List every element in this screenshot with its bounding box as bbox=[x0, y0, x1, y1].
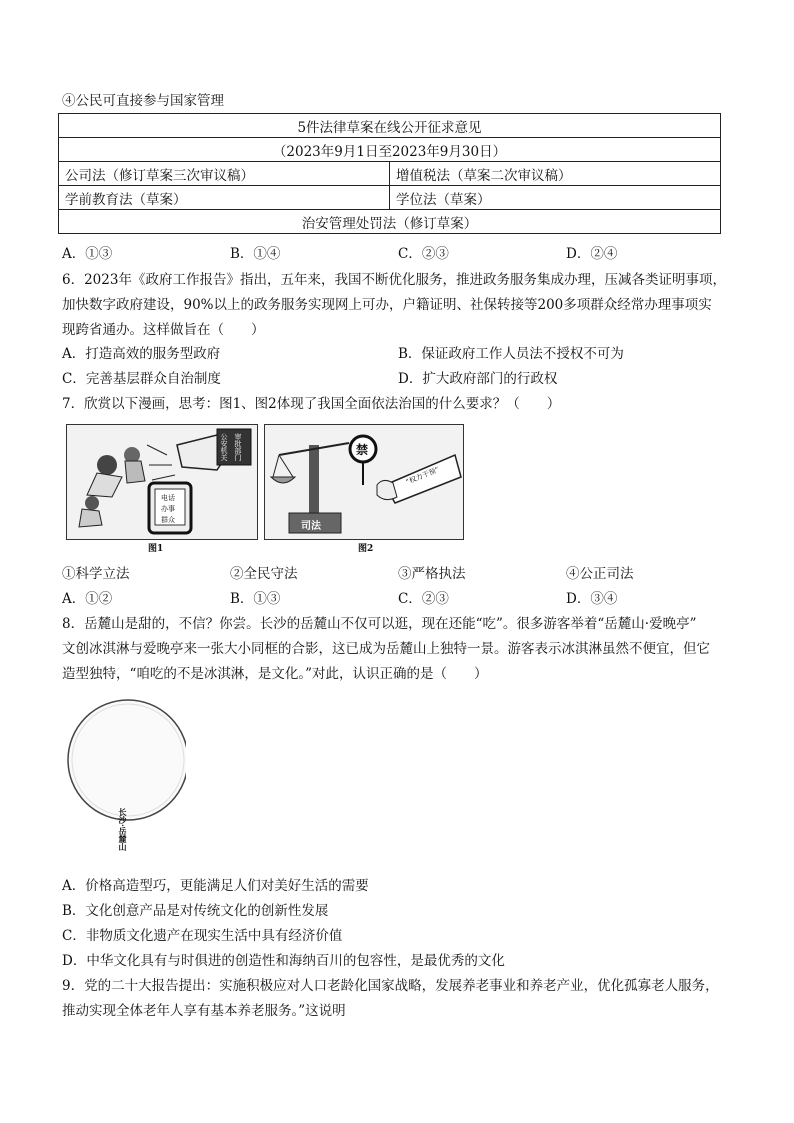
q6-option-a[interactable]: A．打造高效的服务型政府 bbox=[62, 346, 221, 362]
q7-item-4: ④公正司法 bbox=[566, 566, 634, 582]
photo-label: 长沙·岳麓山 bbox=[118, 808, 128, 851]
law-draft-table bbox=[58, 113, 721, 234]
q7-option-b[interactable]: B．①③ bbox=[230, 591, 281, 607]
q6-option-b[interactable]: B．保证政府工作人员法不授权不可为 bbox=[398, 346, 624, 362]
q6-option-d[interactable]: D．扩大政府部门的行政权 bbox=[398, 371, 558, 387]
fig1-label: 电话 bbox=[161, 494, 175, 502]
q9-stem-line: 9．党的二十大报告提出：实施积极应对人口老龄化国家战略，发展养老事业和养老产业，优化孤寡老人服务， bbox=[62, 978, 719, 994]
q8-option-b[interactable]: B．文化创意产品是对传统文化的创新性发展 bbox=[62, 903, 329, 919]
q7-item-2: ②全民守法 bbox=[230, 566, 298, 582]
table-cell: 公司法（修订草案三次审议稿） bbox=[59, 162, 390, 186]
table-title: 5件法律草案在线公开征求意见 bbox=[59, 114, 721, 138]
fig2-arm-label: “权力干预” bbox=[404, 465, 441, 487]
q8-stem-line: 文创冰淇淋与爱晚亭来一张大小同框的合影，这已成为岳麓山上独特一景。游客表示冰淇淋虽然不便宜，但它 bbox=[62, 641, 710, 657]
fig1-label: 公安机关 bbox=[220, 433, 228, 461]
fig1-caption: 图1 bbox=[148, 544, 164, 554]
fig1-label: 群众 bbox=[161, 516, 175, 524]
q8-option-d[interactable]: D．中华文化具有与时俱进的创造性和海纳百川的包容性，是最优秀的文化 bbox=[62, 953, 505, 969]
q5-option-c[interactable]: C．②③ bbox=[398, 246, 449, 262]
q6-stem-line: 现跨省通办。这样做旨在（ ） bbox=[62, 322, 265, 338]
table-cell: 治安管理处罚法（修订草案） bbox=[59, 210, 721, 234]
fig1-label: 审批部门 bbox=[234, 433, 242, 461]
q8-stem-line: 8．岳麓山是甜的，不信？你尝。长沙的岳麓山不仅可以逛，现在还能“吃”。很多游客举着“岳麓山·爱晚亭” bbox=[62, 616, 697, 632]
q8-option-a[interactable]: A．价格高造型巧，更能满足人们对美好生活的需要 bbox=[62, 878, 369, 894]
q6-stem-line: 6．2023年《政府工作报告》指出，五年来，我国不断优化服务，推进政务服务集成办理，压减各类证明事项， bbox=[62, 272, 726, 288]
table-cell: 增值税法（草案二次审议稿） bbox=[390, 162, 721, 186]
q8-option-c[interactable]: C．非物质文化遗产在现实生活中具有经济价值 bbox=[62, 928, 343, 944]
table-cell: 学位法（草案） bbox=[390, 186, 721, 210]
cartoon-figure-1 bbox=[66, 424, 258, 540]
q5-option-a[interactable]: A．①③ bbox=[62, 246, 113, 262]
q7-stem: 7．欣赏以下漫画，思考：图1、图2体现了我国全面依法治国的什么要求？（ ） bbox=[62, 396, 561, 412]
fig2-ban-sign: 禁 bbox=[356, 443, 369, 457]
q7-item-3: ③严格执法 bbox=[398, 566, 466, 582]
q7-option-d[interactable]: D．③④ bbox=[566, 591, 618, 607]
q7-item-1: ①科学立法 bbox=[62, 566, 130, 582]
fig2-base-label: 司法 bbox=[301, 521, 321, 532]
q7-option-a[interactable]: A．①② bbox=[62, 591, 113, 607]
q6-option-c[interactable]: C．完善基层群众自治制度 bbox=[62, 371, 221, 387]
q5-option-b[interactable]: B．①④ bbox=[230, 246, 281, 262]
cartoon-figure-2 bbox=[264, 424, 464, 540]
fig2-caption: 图2 bbox=[358, 544, 374, 554]
table-period: （2023年9月1日至2023年9月30日） bbox=[59, 138, 721, 162]
q9-stem-line: 推动实现全体老年人享有基本养老服务。”这说明 bbox=[62, 1003, 346, 1019]
table-cell: 学前教育法（草案） bbox=[59, 186, 390, 210]
statement-4: ④公民可直接参与国家管理 bbox=[62, 93, 224, 109]
q8-stem-line: 造型独特，“咱吃的不是冰淇淋，是文化。”对此，认识正确的是（ ） bbox=[62, 666, 488, 682]
fig1-label: 办事 bbox=[161, 505, 175, 513]
q7-option-c[interactable]: C．②③ bbox=[398, 591, 449, 607]
q6-stem-line: 加快数字政府建设，90%以上的政务服务实现网上可办，户籍证明、社保转接等200多项群众经常办理事项实 bbox=[62, 297, 712, 313]
q5-option-d[interactable]: D．②④ bbox=[566, 246, 618, 262]
ice-cream-photo bbox=[66, 698, 186, 858]
